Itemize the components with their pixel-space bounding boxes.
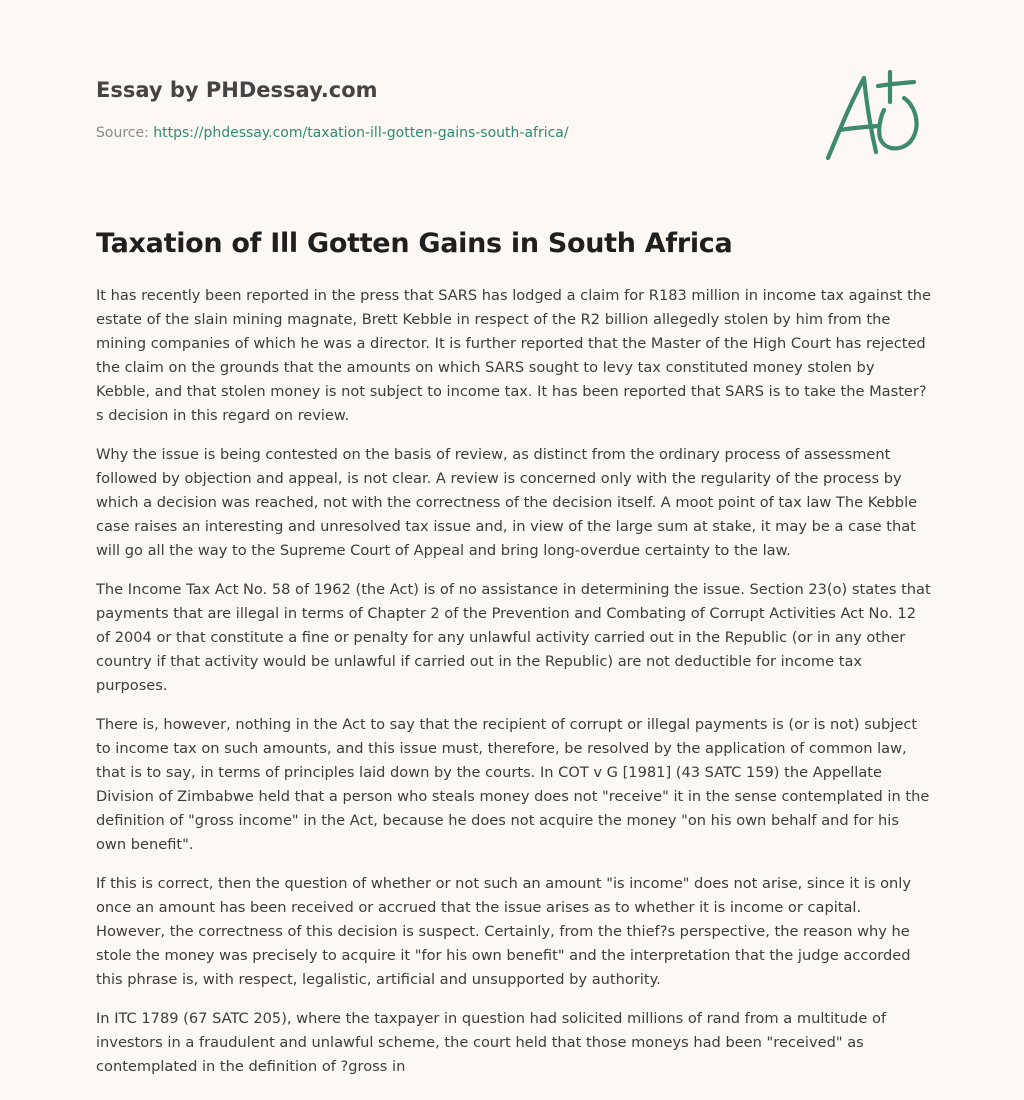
paragraph: The Income Tax Act No. 58 of 1962 (the Act) is of no assistance in determining the issue. Section 23(o) states that payments that are illegal in terms of Chapter 2 of the Prevention and Combating of Corrupt Activities Act No. 12 of 2004 or that constitute a fine or penalty for any unlawful activity carried out in the Republic (or in any other country if that activity would be unlawful if carried out in the Republic) are not deductible for income tax purposes. bbox=[96, 581, 931, 694]
paragraph: There is, however, nothing in the Act to say that the recipient of corrupt or illegal payments is (or is not) subject to income tax on such amounts, and this issue must, therefore, be resolved by the application of common law, that is to say, in terms of principles laid down by the courts. In COT v G [1981] (43 SATC 159) the Appellate Division of Zimbabwe held that a person who steals money does not "receive" it in the sense contemplated in the definition of "gross income" in the Act, because he does not acquire the money "on his own behalf and for his own benefit". bbox=[96, 716, 930, 853]
essay-body bbox=[96, 284, 932, 1084]
paragraph: If this is correct, then the question of whether or not such an amount "is income" does not arise, since it is only once an amount has been received or accrued that the issue arises as to whether it is income or capital. However, the correctness of this decision is suspect. Certainly, from the thief?s perspective, the reason why he stole the money was precisely to acquire it "for his own benefit" and the interpretation that the judge accorded this phrase is, with respect, legalistic, artificial and unsupported by authority. bbox=[96, 875, 911, 988]
paragraph: Why the issue is being contested on the basis of review, as distinct from the ordinary process of assessment followed by objection and appeal, is not clear. A review is concerned only with the regularity of the process by which a decision was reached, not with the correctness of the decision itself. A moot point of tax law The Kebble case raises an interesting and unresolved tax issue and, in view of the large sum at stake, it may be a case that will go all the way to the Supreme Court of Appeal and bring long-overdue certainty to the law. bbox=[96, 446, 918, 559]
paragraph: It has recently been reported in the press that SARS has lodged a claim for R183 million in income tax against the estate of the slain mining magnate, Brett Kebble in respect of the R2 billion allegedly stolen by him from the mining companies of which he was a director. It is further reported that the Master of the High Court has rejected the claim on the grounds that the amounts on which SARS sought to levy tax constituted money stolen by Kebble, and that stolen money is not subject to income tax. It has been reported that SARS is to take the Master?s decision in this regard on review. bbox=[96, 287, 932, 424]
site-brand: Essay by PHDessay.com bbox=[96, 78, 378, 102]
source-line bbox=[96, 123, 796, 143]
source-link[interactable]: https://phdessay.com/taxation-ill-gotten-gains-south-africa/ bbox=[153, 125, 569, 141]
paragraph: In ITC 1789 (67 SATC 205), where the taxpayer in question had solicited millions of rand from a multitude of investors in a fraudulent and unlawful scheme, the court held that those moneys had been "received" as contemplated in the definition of ?gross in bbox=[96, 1010, 887, 1075]
source-label: Source: bbox=[96, 125, 154, 141]
essay-title: Taxation of Ill Gotten Gains in South Africa bbox=[96, 228, 733, 259]
a-plus-logo-icon bbox=[818, 64, 930, 168]
page-header bbox=[96, 74, 796, 143]
